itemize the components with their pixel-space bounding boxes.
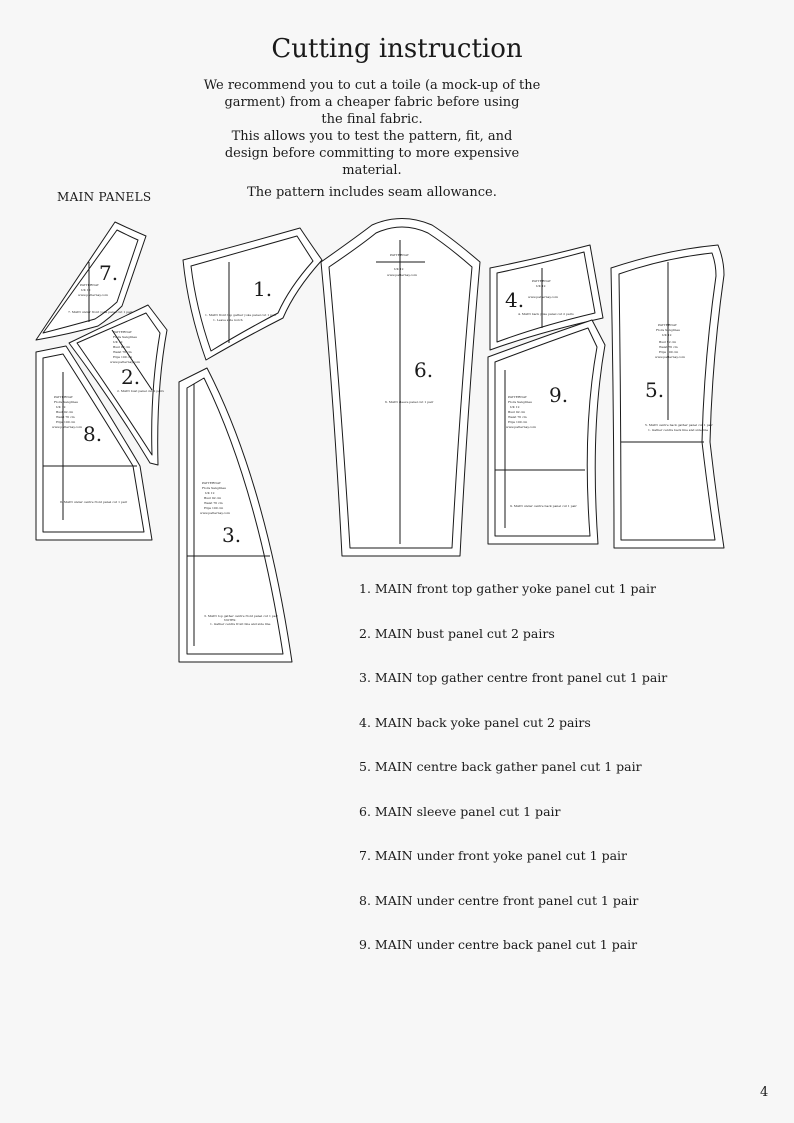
cut-list-item: 5. MAIN centre back gather panel cut 1 pair [359, 759, 642, 774]
piece-label: UK 12 [113, 340, 123, 344]
piece-label: 1. MAIN front top gather yoke panel cut 1 pair [205, 313, 277, 317]
cut-list-item: 6. MAIN sleeve panel cut 1 pair [359, 803, 561, 819]
piece-label: 4. MAIN back yoke panel cut 2 pairs [518, 312, 574, 316]
piece-label: Flora Sanglines [113, 335, 137, 339]
piece-label: www.patternay.com [52, 425, 82, 429]
piece-label: www.patternay.com [655, 355, 685, 359]
piece-number: 3. [222, 523, 242, 547]
intro-line: material. [342, 163, 402, 178]
piece-label: Hips 100 cm [508, 420, 528, 424]
piece-label: PATTERNAY [508, 395, 527, 399]
page-number: 4 [760, 1085, 769, 1100]
piece-label: Bust 92 cm [204, 496, 222, 500]
piece-label: www.patternay.com [506, 425, 536, 429]
piece-label: 1. Gather centre back line and side line [648, 428, 709, 432]
piece-label: www.patternay.com [78, 293, 108, 297]
piece-number: 1. [253, 277, 273, 301]
piece-label: Bust 92 cm [508, 410, 526, 414]
piece-label: Bust 92 cm [659, 340, 677, 344]
piece-label: UK 12 [81, 288, 91, 292]
piece-label: www.patternay.com [110, 360, 140, 364]
piece-label: 5. MAIN centre back gather panel cut 1 pair [645, 423, 713, 427]
piece-label: Hips 100 cm [113, 355, 133, 359]
piece-label: Flora Sanglines [202, 486, 226, 490]
cut-list-item: 1. MAIN front top gather yoke panel cut 1 pair [359, 581, 656, 596]
piece-label: PATTERNAY [54, 395, 73, 399]
piece-label: PATTERNAY [658, 323, 677, 327]
piece-label: PATTERNAY [532, 279, 551, 283]
cut-list-item: 2. MAIN bust panel cut 2 pairs [359, 625, 555, 641]
piece-number: 5. [645, 378, 665, 402]
piece-label: Waist 76 cm [508, 415, 527, 419]
piece-label: UK 12 [205, 491, 215, 495]
piece-label: Hips 100 cm [56, 420, 76, 424]
intro-line: This allows you to test the pattern, fit, and [231, 129, 513, 144]
piece-label: Waist 76 cm [204, 501, 223, 505]
cut-list-item: 7. MAIN under front yoke panel cut 1 pair [359, 848, 628, 863]
piece-label: UK 12 [662, 333, 672, 337]
pattern-piece-9 [488, 320, 605, 544]
intro-line: garment) from a cheaper fabric before using [224, 95, 520, 110]
piece-label: 3. MAIN top gather centre front panel cut 1 pair [204, 614, 278, 618]
piece-label: 2. MAIN bust panel cut 2 pairs [117, 389, 164, 393]
cut-list-item: 9. MAIN under centre back panel cut 1 pair [359, 937, 638, 952]
piece-label: Waist 76 cm [659, 345, 678, 349]
piece-number: 4. [505, 288, 525, 312]
cut-list-item: 3. MAIN top gather centre front panel cut 1 pair [359, 670, 668, 685]
intro-line: the final fabric. [321, 112, 423, 127]
piece-number: 9. [549, 383, 569, 407]
cut-list-item: 8. MAIN under centre front panel cut 1 pair [359, 892, 639, 908]
piece-label: Waist 76 cm [113, 350, 132, 354]
piece-label: 8. MAIN under centre front panel cut 1 pair [60, 500, 128, 504]
piece-label: Flora Sanglines [54, 400, 78, 404]
cut-list-item: 4. MAIN back yoke panel cut 2 pairs [359, 714, 591, 730]
piece-label: UK 12 [394, 267, 404, 271]
pattern-piece-5 [611, 245, 724, 548]
piece-label: PATTERNAY [113, 330, 132, 334]
piece-label: 9. MAIN under centre back panel cut 1 pair [510, 504, 577, 508]
piece-label: 6. MAIN sleeve panel cut 1 pair [385, 400, 434, 404]
piece-label: Flora Sanglines [656, 328, 680, 332]
page-title: Cutting instruction [271, 34, 523, 64]
piece-label: www.patternay.com [528, 295, 558, 299]
piece-label: www.patternay.com [387, 273, 417, 277]
pattern-piece-1 [183, 228, 322, 360]
piece-label: UK 12 [510, 405, 520, 409]
piece-label: PATTERNAY [390, 253, 409, 257]
piece-label: PATTERNAY [80, 283, 99, 287]
piece-number: 2. [121, 365, 141, 389]
piece-label: www.patternay.com [200, 511, 230, 515]
pattern-piece-6 [321, 219, 480, 557]
piece-label: 1. Gather centre front line and side line [210, 622, 271, 626]
piece-label: 7. MAIN under front yoke panel cut 1 pair [68, 310, 133, 314]
intro-line: We recommend you to cut a toile (a mock-up of the [203, 78, 541, 93]
piece-label: Hips 100 cm [204, 506, 224, 510]
piece-label: UK 12 [56, 405, 66, 409]
section-label: MAIN PANELS [57, 190, 152, 204]
pattern-piece-3 [179, 368, 292, 662]
piece-label: NOTES: [224, 618, 237, 622]
piece-label: Hips 100 cm [659, 350, 679, 354]
piece-label: Flora Sanglines [508, 400, 532, 404]
piece-label: Bust 92 cm [113, 345, 131, 349]
piece-label: Bust 92 cm [56, 410, 74, 414]
piece-label: Waist 76 cm [56, 415, 75, 419]
intro-line: design before committing to more expensive [224, 146, 520, 161]
piece-number: 7. [99, 261, 119, 285]
piece-label: 1. Leave side notch [213, 318, 243, 322]
piece-number: 8. [83, 422, 103, 446]
piece-label: UK 12 [536, 284, 546, 288]
cutting-list [359, 581, 667, 982]
piece-number: 6. [414, 358, 434, 382]
piece-label: PATTERNAY [202, 481, 221, 485]
seam-allowance-note: The pattern includes seam allowance. [247, 185, 497, 200]
